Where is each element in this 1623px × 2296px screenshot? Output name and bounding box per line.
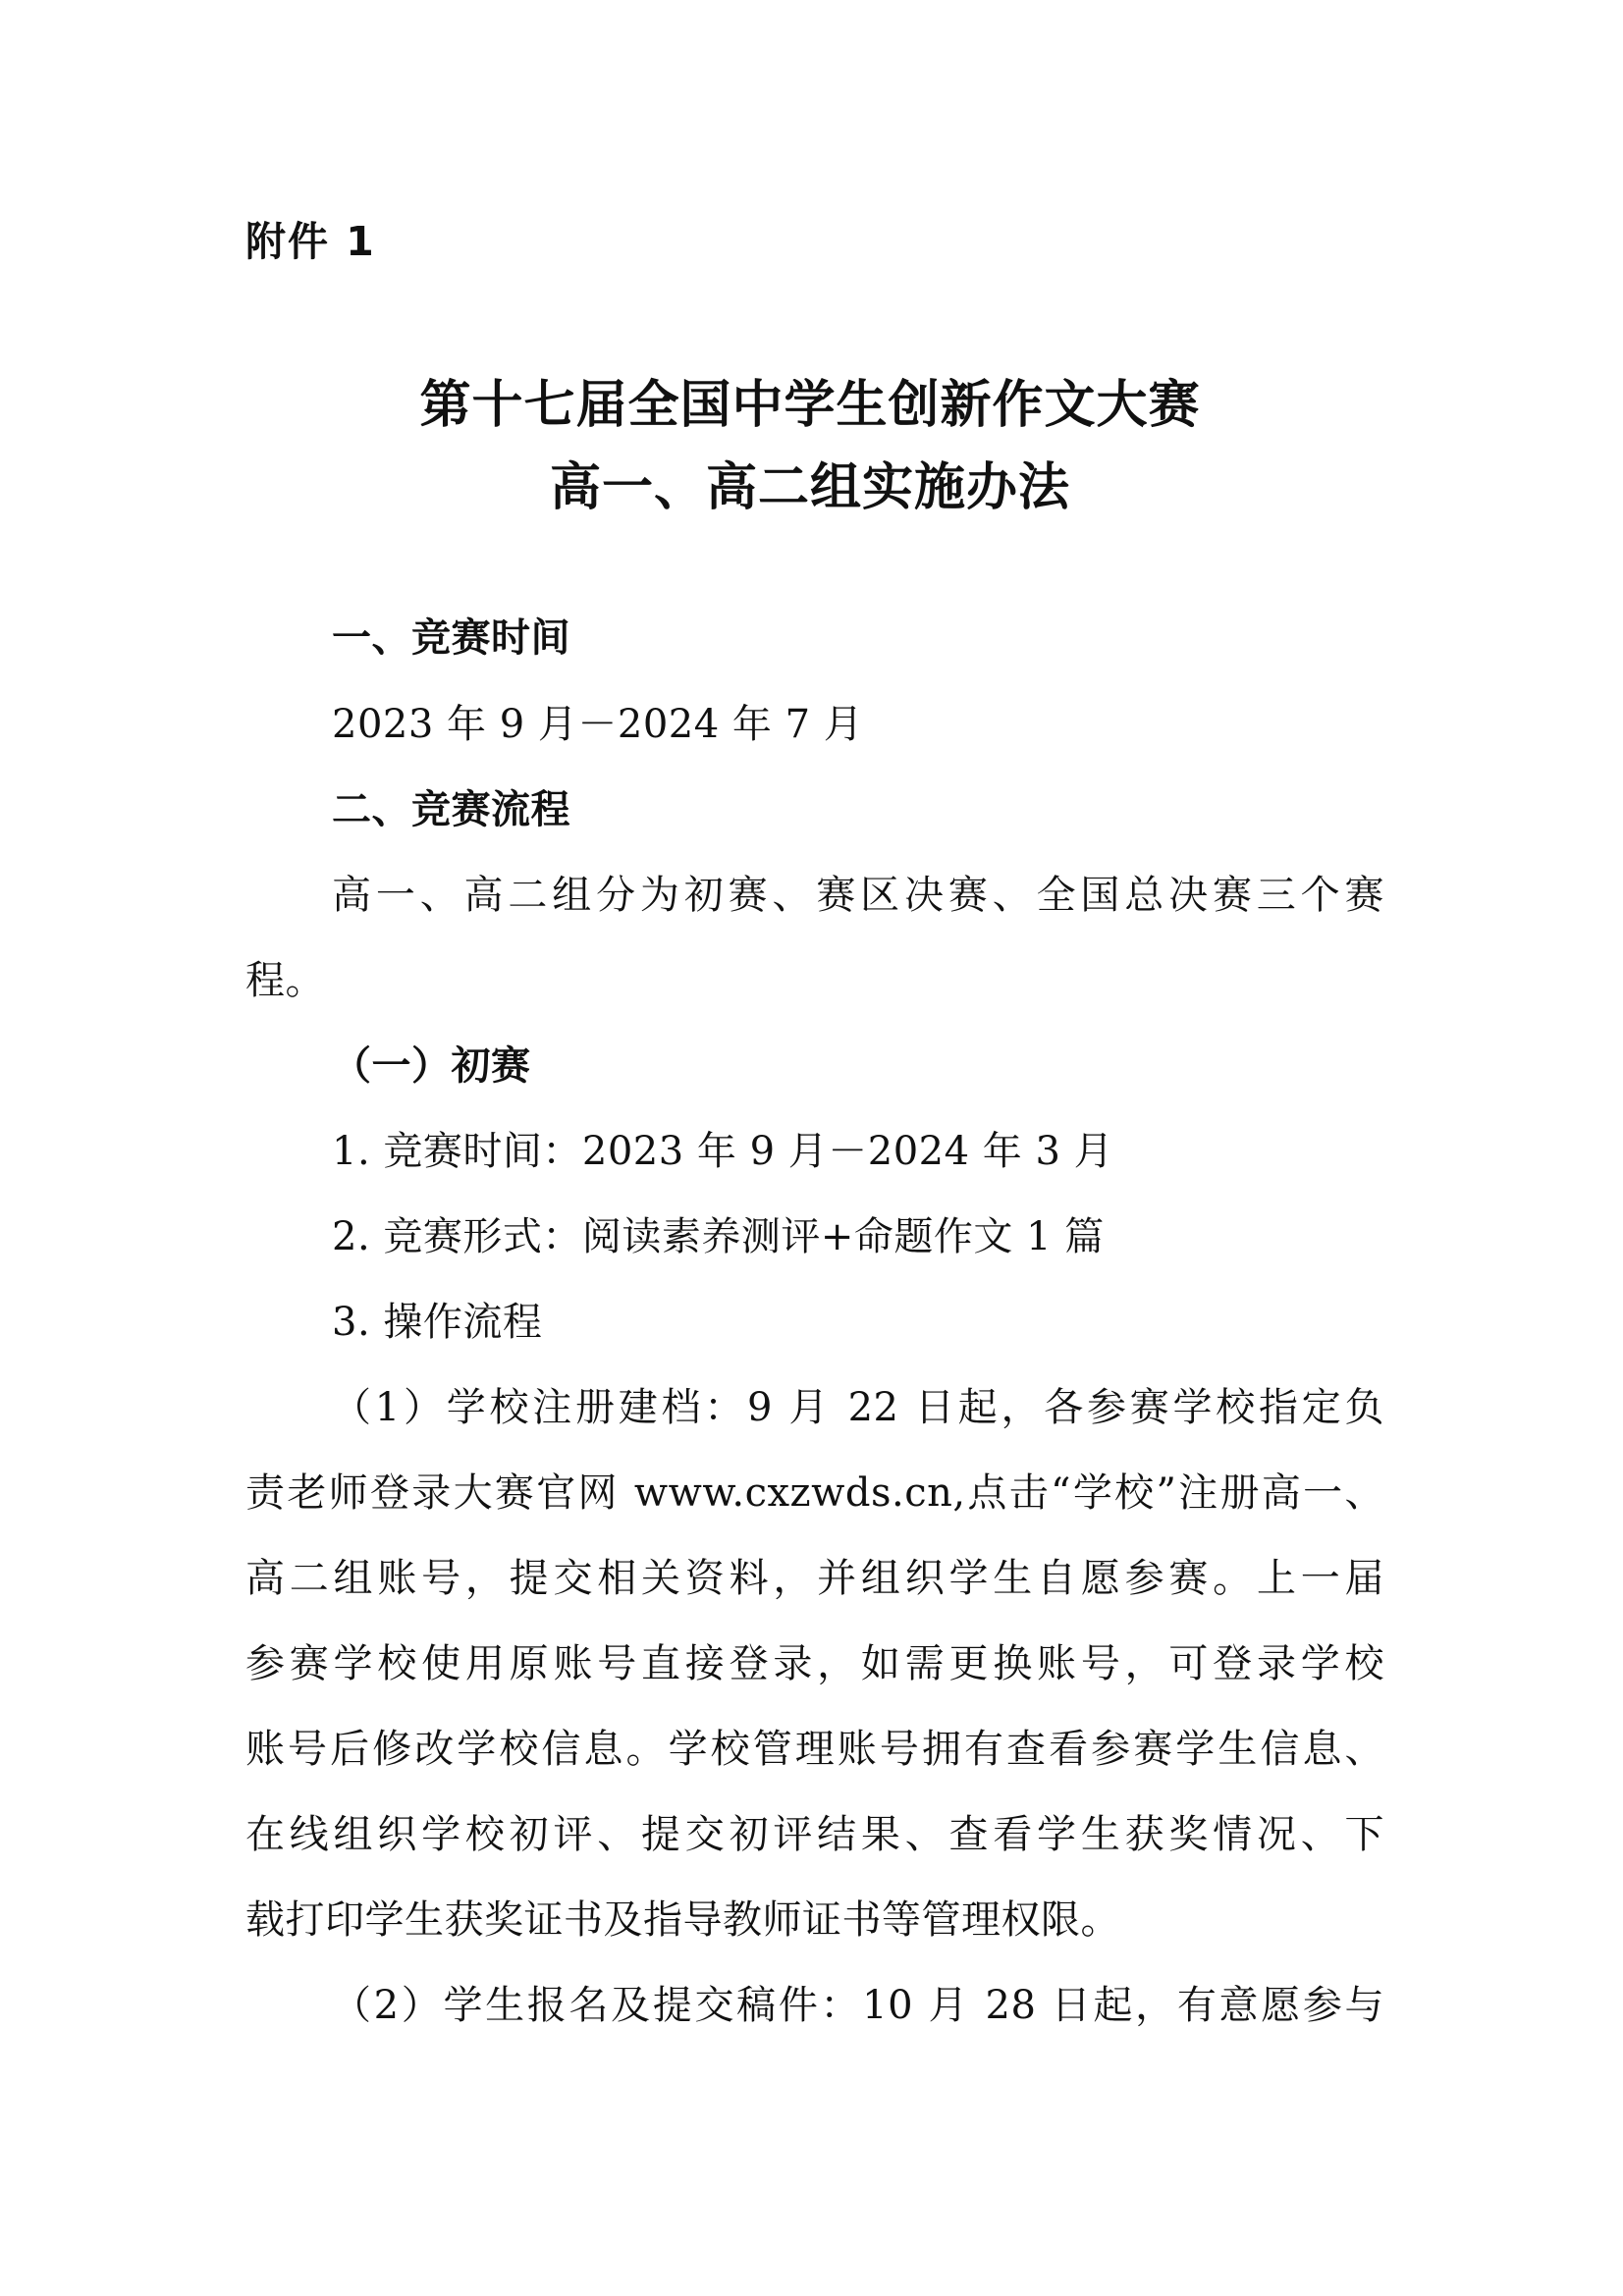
- paragraph-line: 载打印学生获奖证书及指导教师证书等管理权限。: [245, 1897, 1120, 1943]
- section-body-time: 2023 年 9 月－2024 年 7 月: [332, 702, 864, 747]
- document-title-line2: 高一、高二组实施办法: [549, 458, 1070, 517]
- section-heading-process: 二、竞赛流程: [332, 787, 570, 832]
- paragraph-line: 程。: [245, 958, 325, 1003]
- section-heading-time: 一、竞赛时间: [332, 615, 570, 661]
- paragraph-line: 高二组账号，提交相关资料，并组织学生自愿参赛。上一届: [245, 1556, 1384, 1601]
- paragraph-line: （1）学校注册建档：9 月 22 日起，各参赛学校指定负: [332, 1385, 1384, 1430]
- subsection-heading-preliminary: （一）初赛: [332, 1043, 531, 1089]
- paragraph-line: 责老师登录大赛官网 www.cxzwds.cn,点击“学校”注册高一、: [245, 1470, 1384, 1516]
- attachment-label: 附件 1: [245, 218, 376, 265]
- paragraph-line: 在线组织学校初评、提交初评结果、查看学生获奖情况、下: [245, 1812, 1384, 1857]
- paragraph-line: 高一、高二组分为初赛、赛区决赛、全国总决赛三个赛: [332, 873, 1384, 918]
- paragraph-line: （2）学生报名及提交稿件：10 月 28 日起，有意愿参与: [332, 1983, 1384, 2028]
- list-item: 2. 竞赛形式：阅读素养测评+命题作文 1 篇: [332, 1214, 1105, 1259]
- list-item: 3. 操作流程: [332, 1300, 543, 1345]
- paragraph-line: 账号后修改学校信息。学校管理账号拥有查看参赛学生信息、: [245, 1727, 1384, 1772]
- paragraph-line: 参赛学校使用原账号直接登录，如需更换账号，可登录学校: [245, 1641, 1384, 1686]
- document-title-line1: 第十七届全国中学生创新作文大赛: [419, 376, 1201, 435]
- list-item: 1. 竞赛时间：2023 年 9 月－2024 年 3 月: [332, 1129, 1114, 1174]
